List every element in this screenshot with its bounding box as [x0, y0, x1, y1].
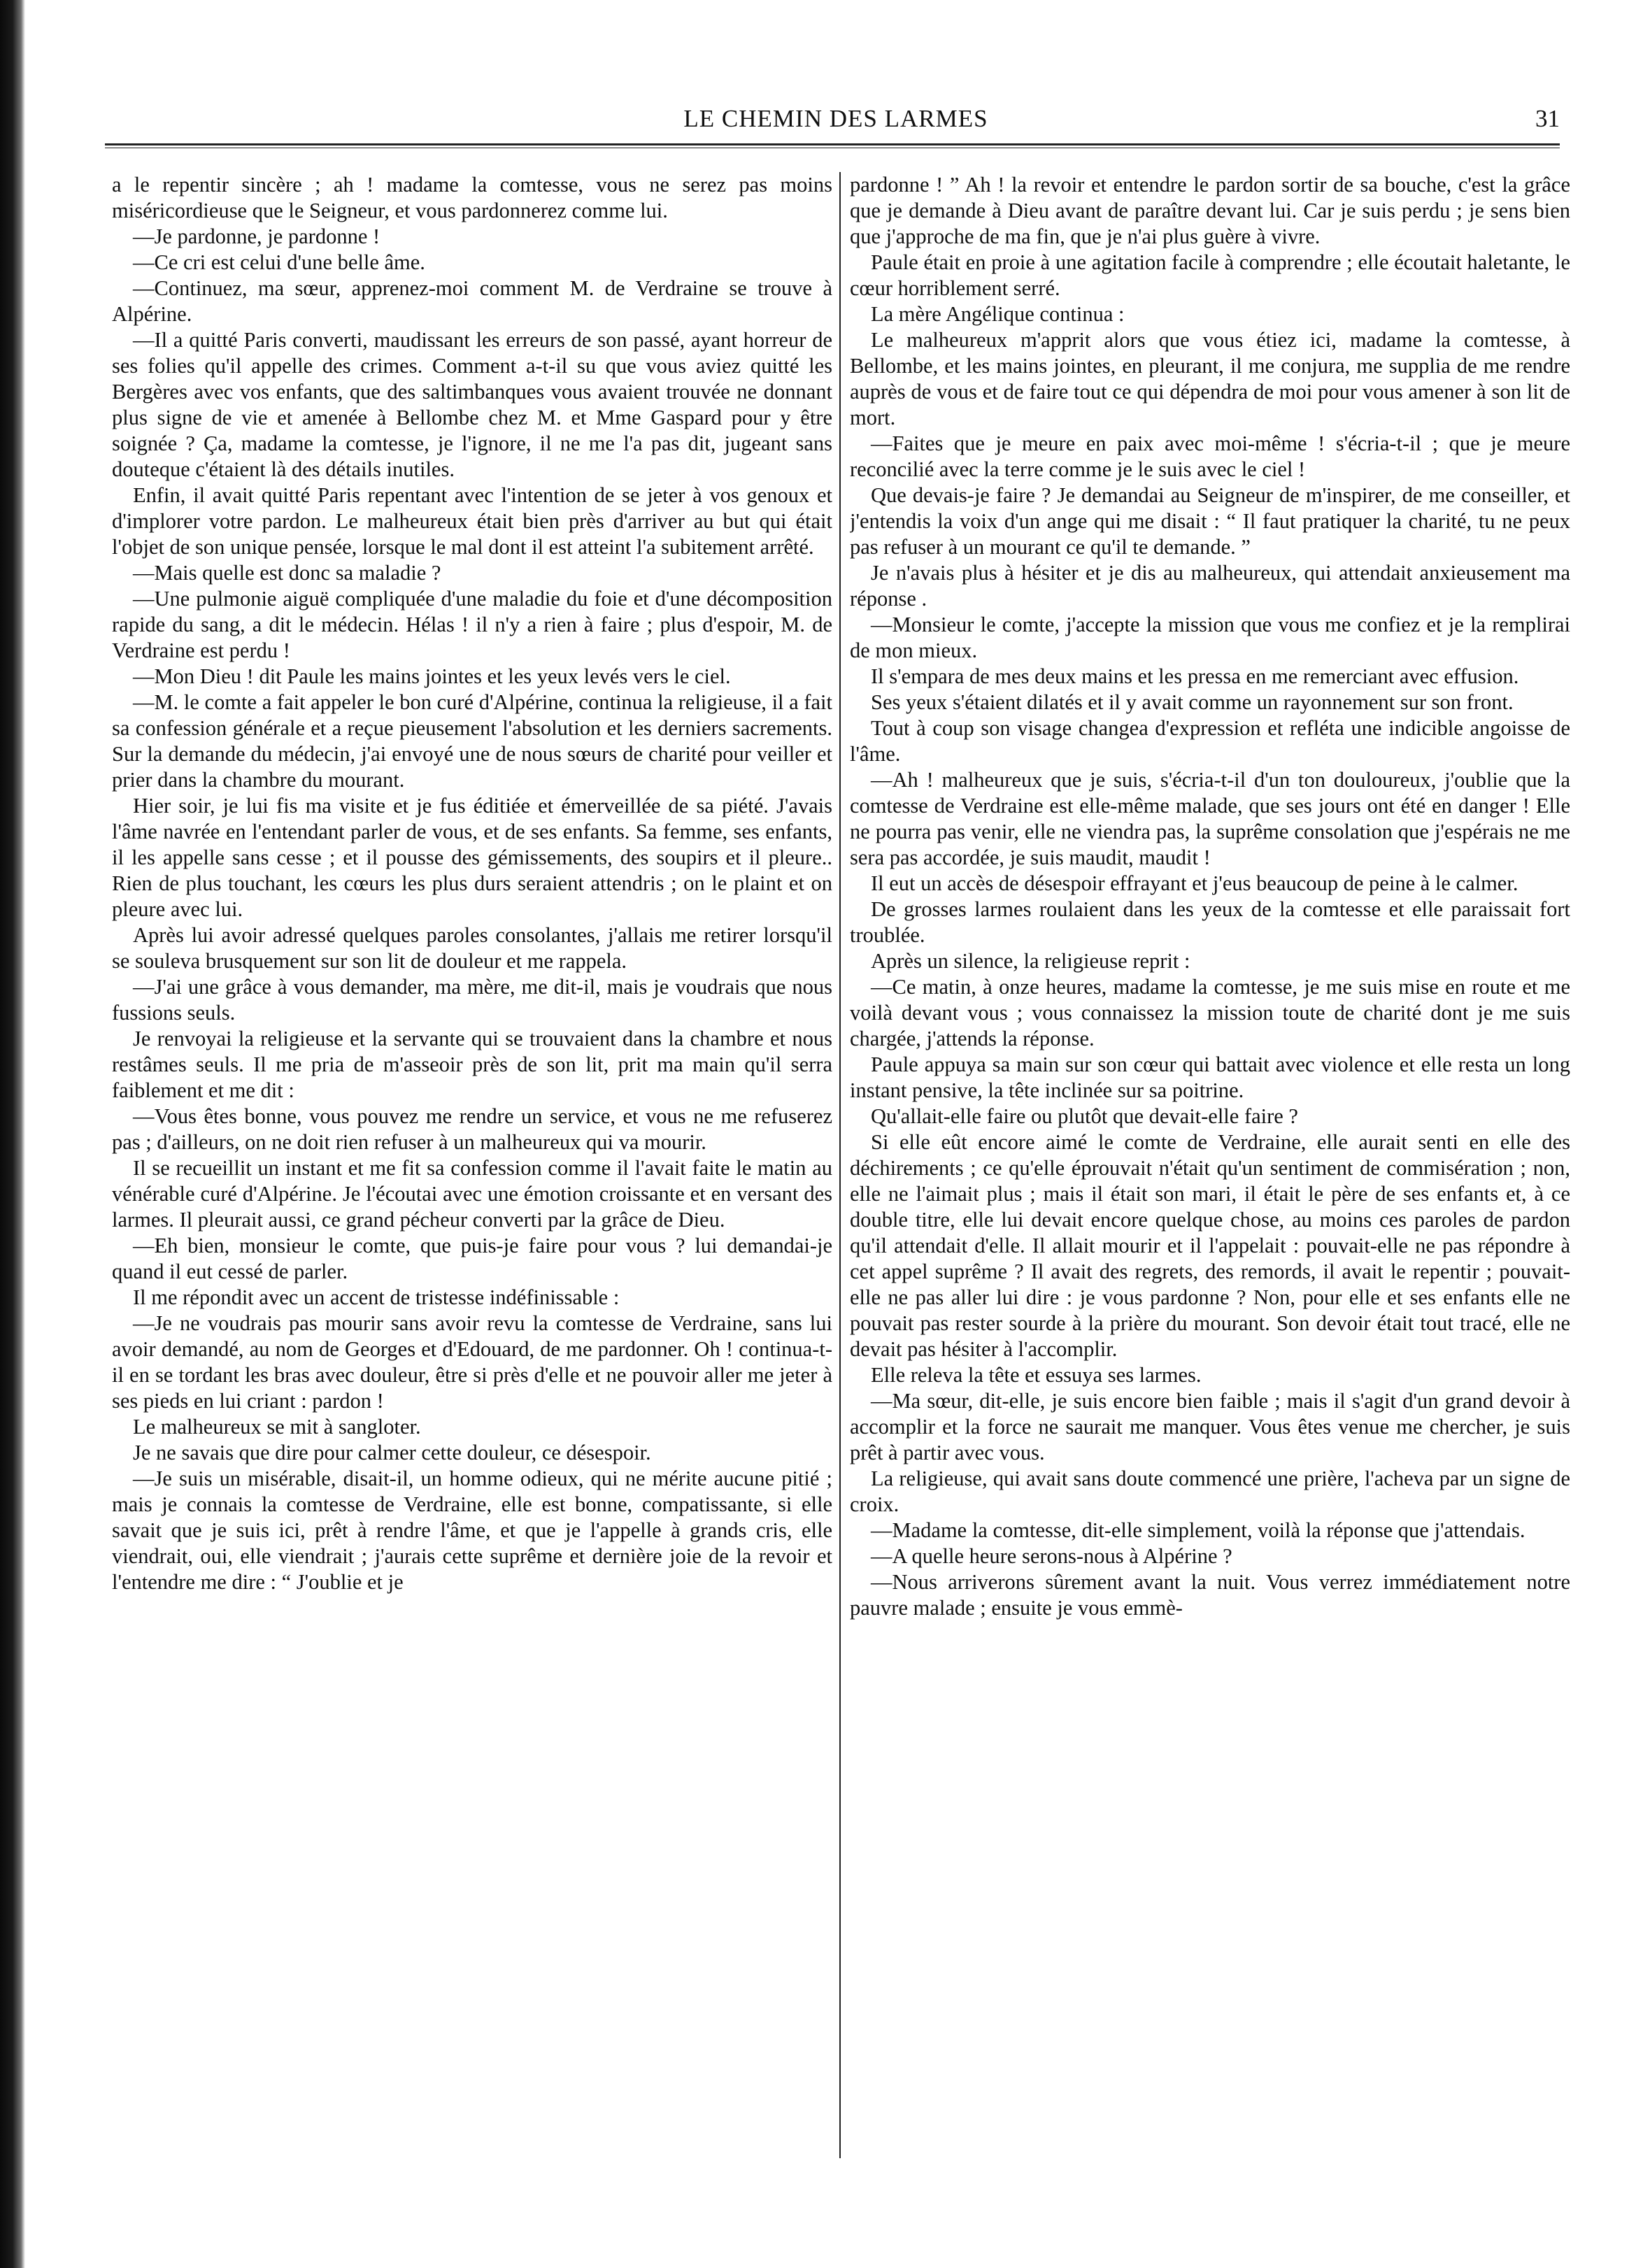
right-column	[850, 172, 1570, 2158]
running-title: LE CHEMIN DES LARMES	[683, 105, 988, 132]
paragraph: —Ah ! malheureux que je suis, s'écria-t-il d'un ton douloureux, j'oublie que la comtesse de Verdraine est elle-même malade, que ses jours ont été en danger ! Elle ne pourra pas venir, elle ne viendra pas, la suprême consolation que j'espérais ne me sera pas accordée, je suis maudit, maudit !	[850, 768, 1570, 869]
paragraph: —Ce matin, à onze heures, madame la comtesse, je me suis mise en route et me voilà devant vous ; vous connaissez la mission toute de charité dont je me suis chargée, j'attends la réponse.	[850, 975, 1570, 1050]
paragraph: —Ce cri est celui d'une belle âme.	[133, 250, 425, 274]
paragraph: Il eut un accès de désespoir effrayant et j'eus beaucoup de peine à le calmer.	[871, 871, 1518, 895]
paragraph: Il se recueillit un instant et me fit sa confession comme il l'avait faite le matin au vénérable curé d'Alpérine. Je l'écoutai avec une émotion croissante et en versant des larmes. Il pleurait aussi, ce grand pécheur converti par la grâce de Dieu.	[112, 1156, 832, 1232]
paragraph: Je n'avais plus à hésiter et je dis au malheureux, qui attendait anxieusement ma réponse .	[850, 561, 1570, 611]
paragraph: Si elle eût encore aimé le comte de Verdraine, elle aurait senti en elle des déchirements ; ce qu'elle éprouvait n'était qu'un sentiment de commisération ; non, elle ne l'aimait plus ; mais il était son mari, il était le père de ses enfants et, à ce double titre, elle lui devait encore quelque chose, au moins ces paroles de pardon qu'il attendait d'elle. Il allait mourir et il l'appelait : pouvait-elle ne pas répondre à cet appel suprême ? Il avait des regrets, des remords, il avait le repentir ; pouvait-elle ne pas aller lui dire : je vous pardonne ? Non, pour elle et ses enfants elle ne pouvait pas rester sourde à la prière du mourant. Son devoir était tout tracé, elle ne devait pas hésiter à l'accomplir.	[850, 1130, 1570, 1361]
page-header	[112, 105, 1560, 133]
paragraph: —Eh bien, monsieur le comte, que puis-je faire pour vous ? lui demandai-je quand il eut cessé de parler.	[112, 1234, 832, 1283]
paragraph: —Faites que je meure en paix avec moi-même ! s'écria-t-il ; que je meure reconcilié avec la terre comme je le suis avec le ciel !	[850, 432, 1570, 481]
paragraph: —Je pardonne, je pardonne !	[133, 224, 380, 248]
paragraph: pardonne ! ” Ah ! la revoir et entendre le pardon sortir de sa bouche, c'est la grâce que je demande à Dieu avant de paraître devant lui. Car je suis perdu ; je sens bien que j'approche de ma fin, que je n'ai plus guère à vivre.	[850, 173, 1570, 248]
left-column	[112, 172, 832, 2158]
paragraph: Hier soir, je lui fis ma visite et je fus éditiée et émerveillée de sa piété. J'avais l'âme navrée en l'entendant parler de vous, et de ses enfants. Sa femme, ses enfants, il les appelle sans cesse ; et il pousse des gémissements, des soupirs et il pleure.. Rien de plus touchant, les cœurs les plus durs seraient attendris ; on le plaint et on pleure avec lui.	[112, 794, 832, 921]
paragraph: La religieuse, qui avait sans doute commencé une prière, l'acheva par un signe de croix.	[850, 1467, 1570, 1516]
paragraph: a le repentir sincère ; ah ! madame la comtesse, vous ne serez pas moins miséricordieuse que le Seigneur, et vous pardonnerez comme lui.	[112, 173, 832, 222]
paragraph: Ses yeux s'étaient dilatés et il y avait comme un rayonnement sur son front.	[871, 690, 1514, 714]
paragraph: Tout à coup son visage changea d'expression et refléta une indicible angoisse de l'âme.	[850, 716, 1570, 766]
header-rule	[105, 143, 1560, 148]
paragraph: —Vous êtes bonne, vous pouvez me rendre un service, et vous ne me refuserez pas ; d'ailleurs, on ne doit rien refuser à un malheureux qui va mourir.	[112, 1104, 832, 1154]
page-number: 31	[1535, 105, 1560, 132]
paragraph: —Monsieur le comte, j'accepte la mission que vous me confiez et je la remplirai de mon mieux.	[850, 613, 1570, 662]
paragraph: —Nous arriverons sûrement avant la nuit. Vous verrez immédiatement notre pauvre malade ; ensuite je vous emmè-	[850, 1570, 1570, 1620]
paragraph: Après un silence, la religieuse reprit :	[871, 949, 1190, 973]
paragraph: Paule était en proie à une agitation facile à comprendre ; elle écoutait haletante, le cœur horriblement serré.	[850, 250, 1570, 300]
paragraph: Il s'empara de mes deux mains et les pressa en me remerciant avec effusion.	[871, 664, 1519, 688]
paragraph: Enfin, il avait quitté Paris repentant avec l'intention de se jeter à vos genoux et d'implorer votre pardon. Le malheureux était bien près d'arriver au but qui était l'objet de son unique pensée, lorsque le mal dont il est atteint l'a subitement arrêté.	[112, 483, 832, 559]
paragraph: —Il a quitté Paris converti, maudissant les erreurs de son passé, ayant horreur de ses folies qu'il appelle des crimes. Comment a-t-il su que vous aviez quitté les Bergères avec vos enfants, que des saltimbanques vous avaient trouvée ne donnant plus signe de vie et amenée à Bellombe chez M. et Mme Gaspard pour y être soignée ? Ça, madame la comtesse, je l'ignore, il ne me l'a pas dit, jugeant sans douteque c'étaient là des détails inutiles.	[112, 328, 832, 481]
paragraph: Que devais-je faire ? Je demandai au Seigneur de m'inspirer, de me conseiller, et j'entendis la voix d'un ange qui me disait : “ Il faut pratiquer la charité, tu ne peux pas refuser à un mourant ce qu'il te demande. ”	[850, 483, 1570, 559]
paragraph: —Ma sœur, dit-elle, je suis encore bien faible ; mais il s'agit d'un grand devoir à accomplir et la force ne saurait me manquer. Vous êtes venue me chercher, je suis prêt à partir avec vous.	[850, 1389, 1570, 1464]
paragraph: —M. le comte a fait appeler le bon curé d'Alpérine, continua la religieuse, il a fait sa confession générale et a reçue pieusement l'absolution et les derniers sacrements. Sur la demande du médecin, j'ai envoyé une de nous sœurs de charité pour veiller et prier dans la chambre du mourant.	[112, 690, 832, 792]
paragraph: —Mon Dieu ! dit Paule les mains jointes et les yeux levés vers le ciel.	[133, 664, 731, 688]
paragraph: Il me répondit avec un accent de tristesse indéfinissable :	[133, 1285, 620, 1309]
paragraph: —Une pulmonie aiguë compliquée d'une maladie du foie et d'une décomposition rapide du sang, a dit le médecin. Hélas ! il n'y a rien à faire ; plus d'espoir, M. de Verdraine est perdu !	[112, 587, 832, 662]
paragraph: —A quelle heure serons-nous à Alpérine ?	[871, 1544, 1232, 1568]
paragraph: Elle releva la tête et essuya ses larmes.	[871, 1363, 1202, 1387]
paragraph: Paule appuya sa main sur son cœur qui battait avec violence et elle resta un long instant pensive, la tête inclinée sur sa poitrine.	[850, 1053, 1570, 1102]
paragraph: —Je ne voudrais pas mourir sans avoir revu la comtesse de Verdraine, sans lui avoir demandé, au nom de Georges et d'Edouard, de me pardonner. Oh ! continua-t-il en se tordant les bras avec douleur, être si près d'elle et ne pouvoir aller me jeter à ses pieds en lui criant : pardon !	[112, 1311, 832, 1413]
paragraph: —J'ai une grâce à vous demander, ma mère, me dit-il, mais je voudrais que nous fussions seuls.	[112, 975, 832, 1025]
paragraph: —Madame la comtesse, dit-elle simplement, voilà la réponse que j'attendais.	[871, 1518, 1525, 1542]
paragraph: —Continuez, ma sœur, apprenez-moi comment M. de Verdraine se trouve à Alpérine.	[112, 276, 832, 326]
paragraph: Le malheureux m'apprit alors que vous étiez ici, madame la comtesse, à Bellombe, et les mains jointes, en pleurant, il me conjura, me supplia de me rendre auprès de vous et de faire tout ce qui dépendra de moi pour vous amener à son lit de mort.	[850, 328, 1570, 429]
paragraph: —Mais quelle est donc sa maladie ?	[133, 561, 441, 585]
paragraph: Le malheureux se mit à sangloter.	[133, 1415, 421, 1439]
paragraph: La mère Angélique continua :	[871, 302, 1125, 326]
paragraph: Je renvoyai la religieuse et la servante qui se trouvaient dans la chambre et nous restâmes seuls. Il me pria de m'asseoir près de son lit, prit ma main qu'il serra faiblement et me dit :	[112, 1027, 832, 1102]
paragraph: De grosses larmes roulaient dans les yeux de la comtesse et elle paraissait fort troublée.	[850, 897, 1570, 947]
paragraph: Je ne savais que dire pour calmer cette douleur, ce désespoir.	[133, 1441, 651, 1464]
book-binding-edge	[0, 0, 25, 2268]
paragraph: Après lui avoir adressé quelques paroles consolantes, j'allais me retirer lorsqu'il se souleva brusquement sur son lit de douleur et me rappela.	[112, 923, 832, 973]
paragraph: Qu'allait-elle faire ou plutôt que devait-elle faire ?	[871, 1104, 1298, 1128]
column-divider	[839, 172, 841, 2158]
paragraph: —Je suis un misérable, disait-il, un homme odieux, qui ne mérite aucune pitié ; mais je connais la comtesse de Verdraine, elle est bonne, compatissante, si elle savait que je suis ici, prêt à rendre l'âme, et que je l'appelle à grands cris, elle viendrait, oui, elle viendrait ; j'aurais cette suprême et dernière joie de la revoir et l'entendre me dire : “ J'oublie et je	[112, 1467, 832, 1594]
